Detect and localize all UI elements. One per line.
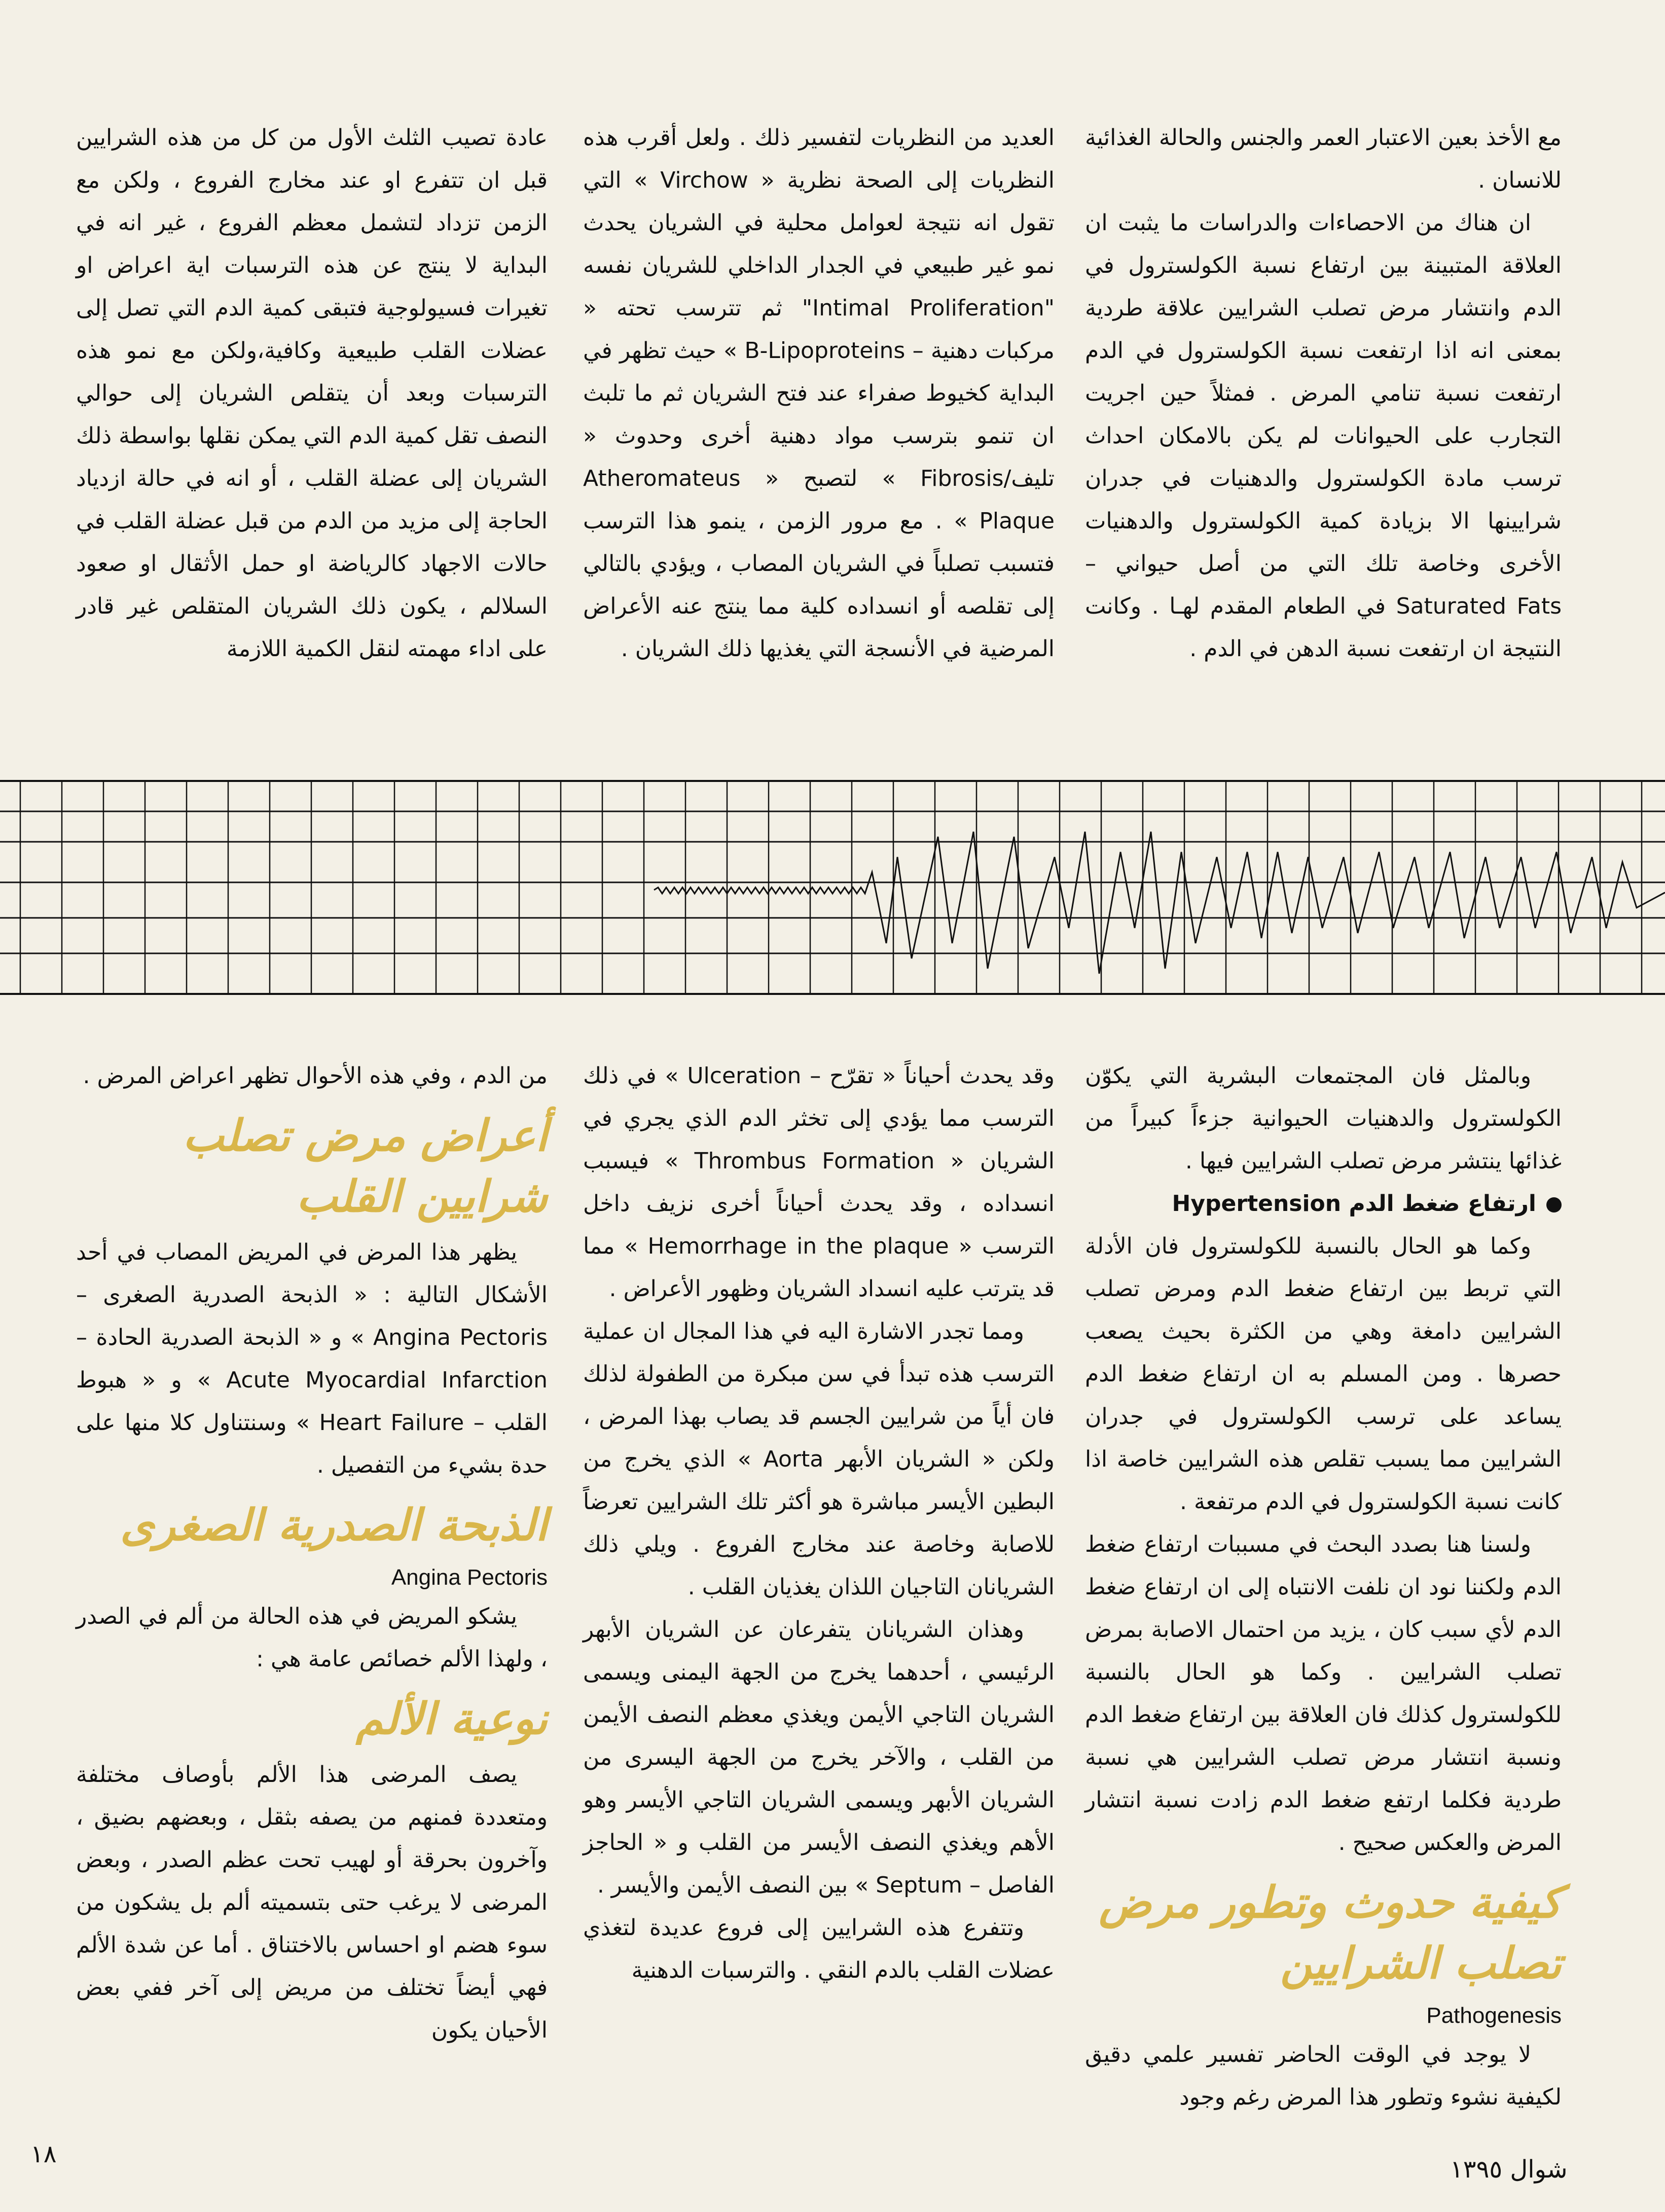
paragraph: ان هناك من الاحصاءات والدراسات ما يثبت ان العلاقة المتبينة بين ارتفاع نسبة الكولسترول في الدم وانتشار مرض تصلب الشرايين علاقة طردية بمعنى انه اذا ارتفعت نسبة الكولسترول في الدم ارتفعت نسبة تنامي المرض . فمثلاً حين اجريت التجارب على الحيوانات لم يكن بالامكان احداث ترسب مادة الكولسترول والدهنيات في جدران شرايينها الا بزيادة كمية الكولسترول والدهنيات الأخرى وخاصة تلك التي من أصل حيواني – Saturated Fats في الطعام المقدم لهـا . وكانت النتيجة ان ارتفعت نسبة الدهن في الدم . [1085,210,1562,662]
paragraph: يصف المرضى هذا الألم بأوصاف مختلفة ومتعددة فمنهم من يصفه بثقل ، وبعضهم بضيق ، وآخرون بحرقة أو لهيب تحت عظم الصدر ، وبعض المرضى لا يرغب حتى بتسميته ألم بل يشكون من سوء هضم او احساس بالاختناق . أما عن شدة الألم فهي أيضاً تختلف من مريض إلى آخر ففي بعض الأحيان يكون [76,1762,548,2043]
section-heading-english: Pathogenesis [1426,2003,1562,2028]
bullet-icon [1546,1197,1562,1212]
paragraph: من الدم ، وفي هذه الأحوال تظهر اعراض المرض . [83,1063,548,1089]
bottom-middle-column [583,1055,1055,1992]
issue-date: شوال ١٣٩٥ [1450,2155,1568,2184]
bottom-left-column [76,1055,548,2052]
paragraph: وتتفرع هذه الشرايين إلى فروع عديدة لتغذي عضلات القلب بالدم النقي . والترسبات الدهنية [583,1915,1055,1983]
paragraph: ولسنا هنا بصدد البحث في مسببات ارتفاع ضغط الدم ولكننا نود ان نلفت الانتباه إلى ان ارتفاع ضغط الدم لأي سبب كان ، يزيد من احتمال الاصابة بمرض تصلب الشرايين . وكما هو الحال بالنسبة للكولسترول كذلك فان العلاقة بين ارتفاع ضغط الدم ونسبة انتشار مرض تصلب الشرايين هي نسبة طردية فكلما ارتفع ضغط الدم زادت نسبة انتشار المرض والعكس صحيح . [1085,1531,1562,1856]
paragraph: لا يوجد في الوقت الحاضر تفسير علمي دقيق لكيفية نشوء وتطور هذا المرض رغم وجود [1085,2042,1562,2110]
section-heading: كيفية حدوث وتطور مرض تصلب الشرايين [1099,1877,1562,1989]
paragraph: ومما تجدر الاشارة اليه في هذا المجال ان عملية الترسب هذه تبدأ في سن مبكرة من الطفولة لذلك فان أياً من شرايين الجسم قد يصاب بهذا المرض ، ولكن « الشريان الأبهر Aorta » الذي يخرج من البطين الأيسر مباشرة هو أكثر تلك الشرايين تعرضاً للاصابة وخاصة عند مخارج الفروع . ويلي ذلك الشريانان التاجيان اللذان يغذيان القلب . [583,1318,1055,1600]
top-middle-column [583,117,1055,670]
ecg-trace [654,832,1665,974]
section-heading-english: Angina Pectoris [391,1565,548,1590]
paragraph: وبالمثل فان المجتمعات البشرية التي يكوّن الكولسترول والدهنيات الحيوانية جزءاً كبيراً من غذائها ينتشر مرض تصلب الشرايين فيها . [1085,1063,1562,1174]
paragraph: وقد يحدث أحياناً « تقرّح – Ulceration » في ذلك الترسب مما يؤدي إلى تخثر الدم الذي يجري في الشريان « Thrombus Formation » فيسبب انسداده ، وقد يحدث أحياناً أخرى نزيف داخل الترسب « Hemorrhage in the plaque » مما قد يترتب عليه انسداد الشريان وظهور الأعراض . [583,1063,1055,1302]
top-right-column [1085,117,1562,670]
section-heading: الذبحة الصدرية الصغرى [120,1500,548,1551]
page-number: ١٨ [30,2140,57,2168]
paragraph: وهذان الشريانان يتفرعان عن الشريان الأبهر الرئيسي ، أحدهما يخرج من الجهة اليمنى ويسمى الشريان التاجي الأيمن ويغذي معظم النصف الأيمن من القلب ، والآخر يخرج من الجهة اليسرى من الشريان الأبهر ويسمى الشريان التاجي الأيسر وهو الأهم ويغذي النصف الأيسر من القلب و « الحاجز الفاصل – Septum » بين النصف الأيمن والأيسر . [583,1617,1055,1898]
ecg-strip-illustration [0,776,1665,999]
paragraph: يظهر هذا المرض في المريض المصاب في أحد الأشكال التالية : « الذبحة الصدرية الصغرى – Angina Pectoris » و « الذبحة الصدرية الحادة – Acute Myocardial Infarction » و « هبوط القلب – Heart Failure » وسنتناول كلا منها على حدة بشيء من التفصيل . [76,1239,548,1478]
top-left-column [76,117,548,670]
paragraph: مع الأخذ بعين الاعتبار العمر والجنس والحالة الغذائية للانسان . [1085,125,1562,193]
section-heading: أعراض مرض تصلب شرايين القلب [183,1110,548,1222]
paragraph: عادة تصيب الثلث الأول من كل من هذه الشرايين قبل ان تتفرع او عند مخارج الفروع ، ولكن مع الزمن تزداد لتشمل معظم الفروع ، غير انه في البداية لا ينتج عن هذه الترسبات اية اعراض او تغيرات فسيولوجية فتبقى كمية الدم التي تصل إلى عضلات القلب طبيعية وكافية،ولكن مع نمو هذه الترسبات وبعد أن يتقلص الشريان إلى حوالي النصف تقل كمية الدم التي يمكن نقلها بواسطة ذلك الشريان إلى عضلة القلب ، أو انه في حالة ازدياد الحاجة إلى مزيد من الدم من قبل عضلة القلب في حالات الاجهاد كالرياضة او حمل الأثقال او صعود السلالم ، يكون ذلك الشريان المتقلص غير قادر على اداء مهمته لنقل الكمية اللازمة [76,125,548,662]
bullet-heading: ارتفاع ضغط الدم Hypertension [1085,1183,1562,1225]
paragraph: يشكو المريض في هذه الحالة من ألم في الصدر ، ولهذا الألم خصائص عامة هي : [76,1603,548,1672]
section-heading: نوعية الألم [355,1693,548,1744]
paragraph: العديد من النظريات لتفسير ذلك . ولعل أقرب هذه النظريات إلى الصحة نظرية « Virchow » التي تقول انه نتيجة لعوامل محلية في الشريان يحدث نمو غير طبيعي في الجدار الداخلي للشريان نفسه "Intimal Proliferation" ثم تترسب تحته « مركبات دهنية – B-Lipoproteins » حيث تظهر في البداية كخيوط صفراء عند فتح الشريان ثم ما تلبث ان تنمو بترسب مواد دهنية أخرى وحدوث « تليف/Fibrosis » لتصبح « Atheromateus Plaque » . مع مرور الزمن ، ينمو هذا الترسب فتسبب تصلباً في الشريان المصاب ، ويؤدي بالتالي إلى تقلصه أو انسداده كلية مما ينتج عنه الأعراض المرضية في الأنسجة التي يغذيها ذلك الشريان . [583,125,1055,662]
bottom-right-column [1085,1055,1562,2119]
paragraph: وكما هو الحال بالنسبة للكولسترول فان الأدلة التي تربط بين ارتفاع ضغط الدم ومرض تصلب الشرايين دامغة وهي من الكثرة بحيث يصعب حصرها . ومن المسلم به ان ارتفاع ضغط الدم يساعد على ترسب الكولسترول في جدران الشرايين مما يسبب تقلص هذه الشرايين خاصة اذا كانت نسبة الكولسترول في الدم مرتفعة . [1085,1233,1562,1515]
